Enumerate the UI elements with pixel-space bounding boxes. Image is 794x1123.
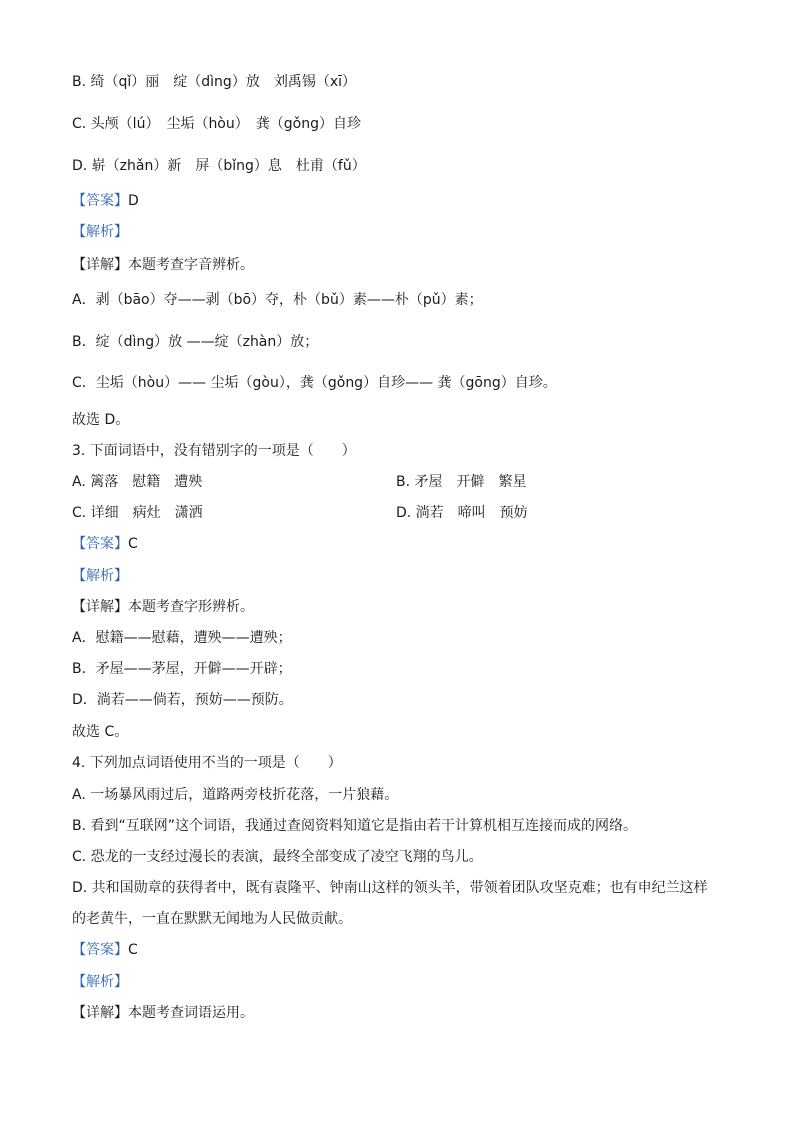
analysis-tag: 【解析】 — [72, 974, 128, 990]
q3-detail-line-d: D．淌若——倘若，预妨——预防。 — [72, 692, 293, 708]
answer-tag: 【答案】 — [72, 193, 128, 209]
q4-detail — [72, 1003, 254, 1023]
q2-detail-line-a: A．剥（bāo）夺——剥（bō）夺，朴（bǔ）素——朴（pǔ）素； — [72, 292, 483, 308]
q3-conclusion: 故选 C。 — [72, 724, 129, 740]
q3-detail-line-a: A．慰籍——慰藉，遭殃——遭殃； — [72, 630, 292, 646]
answer-tag: 【答案】 — [72, 942, 128, 958]
q2-option-d: D. 崭（zhǎn）新 屏（bǐng）息 杜甫（fǔ） — [72, 158, 366, 174]
q4-stem: 4. 下列加点词语使用不当的一项是（ ） — [72, 755, 342, 771]
detail-intro: 本题考查字音辨析。 — [128, 257, 254, 273]
q3-stem: 3. 下面词语中，没有错别字的一项是（ ） — [72, 443, 356, 459]
q4-analysis — [72, 972, 128, 992]
answer-value: C — [128, 942, 138, 958]
q4-answer — [72, 940, 138, 960]
q3-option-a: A. 篱落 慰籍 遭殃 — [72, 474, 203, 490]
q3-detail — [72, 597, 254, 617]
q3-option-c: C. 详细 病灶 潇洒 — [72, 505, 203, 521]
q4-option-c: C. 恐龙的一支经过漫长的表演，最终全部变成了凌空飞翔的鸟儿。 — [72, 849, 483, 865]
q3-answer — [72, 534, 138, 554]
q2-detail-line-c: C．尘垢（hòu）—— 尘垢（gòu），龚（gǒng）自珍—— 龚（gōng）自珍。 — [72, 375, 557, 391]
q4-option-d-line1: D. 共和国勋章的获得者中，既有袁隆平、钟南山这样的领头羊，带领着团队攻坚克难；也有申纪兰这样 — [72, 880, 708, 896]
q2-analysis — [72, 222, 128, 242]
answer-value: D — [128, 193, 139, 209]
q2-detail-line-b: B．绽（dìng）放 ——绽（zhàn）放； — [72, 334, 319, 350]
analysis-tag: 【解析】 — [72, 224, 128, 240]
q2-option-b: B. 绮（qǐ）丽 绽（dìng）放 刘禹锡（xī） — [72, 74, 356, 90]
detail-intro: 本题考查词语运用。 — [128, 1005, 254, 1021]
detail-intro: 本题考查字形辨析。 — [128, 599, 254, 615]
q2-conclusion: 故选 D。 — [72, 412, 130, 428]
q4-option-a: A. 一场暴风雨过后，道路两旁枝折花落，一片狼藉。 — [72, 787, 399, 803]
detail-tag: 【详解】 — [72, 1005, 128, 1021]
detail-tag: 【详解】 — [72, 599, 128, 615]
analysis-tag: 【解析】 — [72, 568, 128, 584]
q2-detail — [72, 255, 254, 275]
q3-detail-line-b: B．矛屋——茅屋，开僻——开辟； — [72, 661, 292, 677]
q2-answer — [72, 191, 139, 211]
q4-option-b: B. 看到“互联网”这个词语，我通过查阅资料知道它是指由若干计算机相互连接而成的网络。 — [72, 818, 638, 834]
q4-option-d-line2: 的老黄牛，一直在默默无闻地为人民做贡献。 — [72, 911, 352, 927]
answer-value: C — [128, 536, 138, 552]
q2-option-c: C. 头颅（lú） 尘垢（hòu） 龚（gǒng）自珍 — [72, 116, 361, 132]
answer-tag: 【答案】 — [72, 536, 128, 552]
q3-analysis — [72, 566, 128, 586]
q3-option-b: B. 矛屋 开僻 繁星 — [396, 474, 527, 490]
q3-option-d: D. 淌若 啼叫 预妨 — [396, 505, 528, 521]
detail-tag: 【详解】 — [72, 257, 128, 273]
